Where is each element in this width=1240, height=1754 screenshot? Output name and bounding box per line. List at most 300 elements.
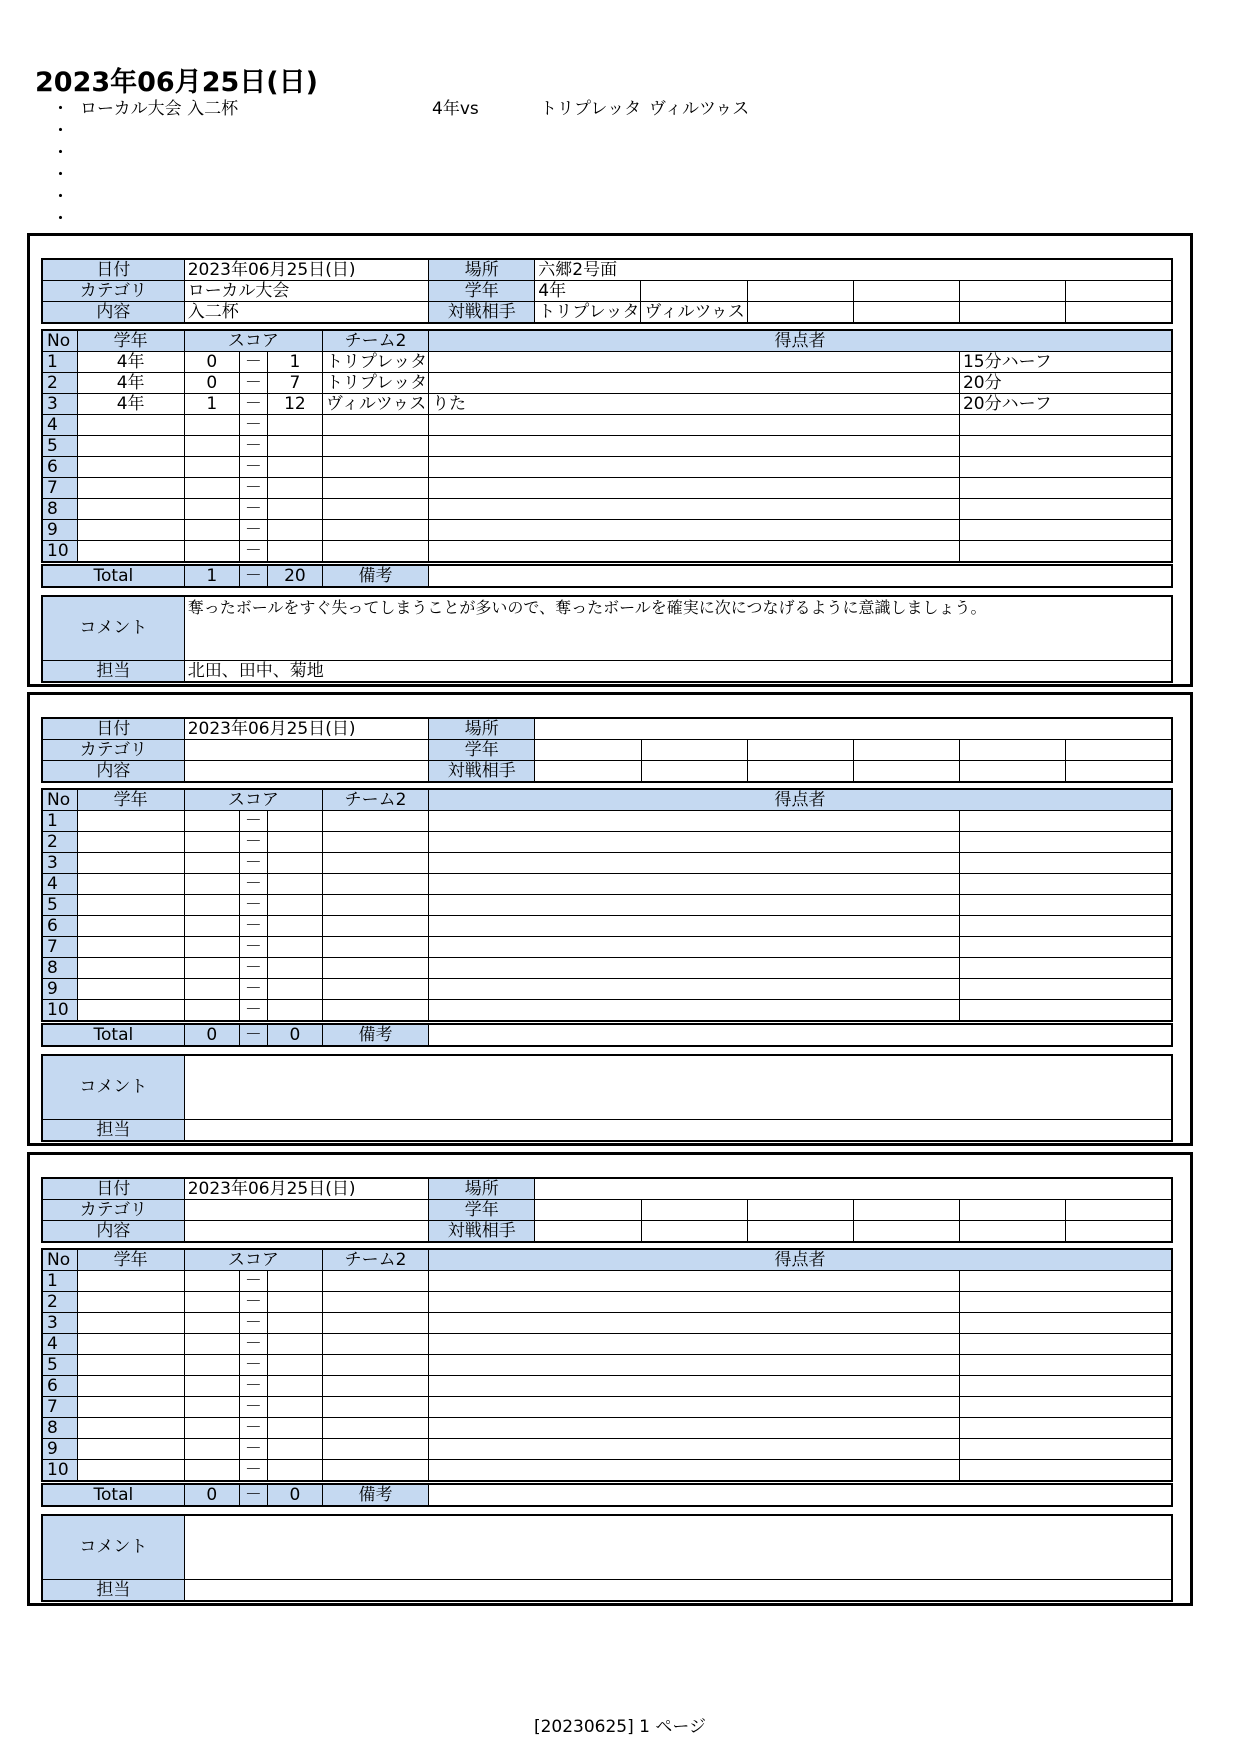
row-score-opp: [267, 811, 322, 832]
content-label: 内容: [42, 302, 184, 324]
row-scorer: [429, 1376, 960, 1397]
row-scorer: [429, 1439, 960, 1460]
opponent-label: 対戦相手: [429, 761, 535, 783]
row-number: 6: [42, 457, 77, 478]
opponent-cell: [853, 761, 959, 783]
row-number: 5: [42, 436, 77, 457]
place-value: [535, 718, 1172, 740]
row-team2: ヴィルツゥス: [322, 394, 428, 415]
row-team2: [322, 1271, 428, 1292]
row-grade: [77, 1313, 184, 1334]
opponent-cell: [960, 1221, 1066, 1243]
row-score-own: [184, 1439, 239, 1460]
score-header: スコア: [184, 789, 322, 811]
table-row: [42, 853, 1172, 874]
row-team2: [322, 874, 428, 895]
grade-cell: [853, 281, 959, 302]
row-note: [959, 415, 1172, 436]
row-grade: [77, 1397, 184, 1418]
category-label: カテゴリ: [42, 281, 184, 302]
row-note: [959, 811, 1172, 832]
total-opp: 0: [267, 1024, 322, 1046]
row-score-dash: －: [239, 1292, 267, 1313]
grade-cell: [853, 1200, 959, 1221]
row-grade: [77, 1000, 184, 1022]
row-note: [959, 937, 1172, 958]
row-grade: [77, 457, 184, 478]
total-opp: 0: [267, 1484, 322, 1506]
total-own: 1: [184, 565, 239, 587]
table-row: [42, 373, 1172, 394]
row-scorer: りた: [429, 394, 960, 415]
row-note: [959, 916, 1172, 937]
row-score-own: [184, 895, 239, 916]
table-row: [42, 436, 1172, 457]
row-number: 1: [42, 1271, 77, 1292]
table-row: [42, 895, 1172, 916]
category-value: ローカル大会: [184, 281, 428, 302]
row-team2: [322, 1460, 428, 1482]
row-score-opp: [267, 1271, 322, 1292]
date-value: 2023年06月25日(日): [184, 718, 428, 740]
opponent-cell: [747, 1221, 853, 1243]
row-note: [959, 853, 1172, 874]
grade-cell: [747, 281, 853, 302]
table-row: [42, 811, 1172, 832]
row-score-own: [184, 1460, 239, 1482]
row-score-dash: －: [239, 1334, 267, 1355]
row-score-opp: [267, 541, 322, 563]
row-score-opp: [267, 874, 322, 895]
row-score-opp: [267, 1376, 322, 1397]
row-grade: [77, 436, 184, 457]
row-team2: [322, 958, 428, 979]
row-score-own: [184, 457, 239, 478]
row-score-own: [184, 415, 239, 436]
row-number: 9: [42, 1439, 77, 1460]
table-row: [42, 1397, 1172, 1418]
row-team2: [322, 937, 428, 958]
row-scorer: [429, 478, 960, 499]
row-note: [959, 1000, 1172, 1022]
table-row: [42, 1000, 1172, 1022]
row-note: [959, 895, 1172, 916]
row-number: 8: [42, 499, 77, 520]
row-scorer: [429, 937, 960, 958]
row-score-own: [184, 478, 239, 499]
table-row: [42, 832, 1172, 853]
row-score-dash: －: [239, 1397, 267, 1418]
person-label: 担当: [42, 660, 184, 682]
place-value: 六郷2号面: [535, 259, 1172, 281]
bullet-dot: ・: [52, 187, 69, 207]
grade-cell: [641, 281, 747, 302]
grade-label: 学年: [429, 740, 535, 761]
row-score-own: [184, 1313, 239, 1334]
row-score-own: [184, 499, 239, 520]
total-opp: 20: [267, 565, 322, 587]
opponent-label: 対戦相手: [429, 302, 535, 324]
row-note: [959, 436, 1172, 457]
grade-cell: 4年: [535, 281, 641, 302]
row-score-opp: [267, 1460, 322, 1482]
row-score-own: [184, 1292, 239, 1313]
row-number: 8: [42, 1418, 77, 1439]
info-table: [41, 717, 1173, 783]
row-number: 9: [42, 520, 77, 541]
row-score-own: [184, 1334, 239, 1355]
row-score-opp: [267, 520, 322, 541]
place-label: 場所: [429, 259, 535, 281]
row-number: 7: [42, 1397, 77, 1418]
bullet-dot: ・: [52, 143, 69, 163]
remarks-label: 備考: [322, 1484, 428, 1506]
date-value: 2023年06月25日(日): [184, 1178, 428, 1200]
scorer-header: 得点者: [429, 1249, 1172, 1271]
bullet-t1: ローカル大会 入二杯: [80, 99, 239, 119]
row-score-opp: [267, 895, 322, 916]
row-score-opp: [267, 958, 322, 979]
row-score-dash: －: [239, 874, 267, 895]
grade-cell: [747, 1200, 853, 1221]
row-grade: [77, 1271, 184, 1292]
row-note: [959, 1313, 1172, 1334]
grade-cell: [747, 740, 853, 761]
person-value: [184, 1119, 1172, 1141]
row-score-dash: －: [239, 541, 267, 563]
row-team2: [322, 916, 428, 937]
row-team2: [322, 811, 428, 832]
opponent-cell: ヴィルツゥス: [641, 302, 747, 324]
row-score-opp: [267, 832, 322, 853]
team2-header: チーム2: [322, 789, 428, 811]
row-score-dash: －: [239, 958, 267, 979]
row-scorer: [429, 499, 960, 520]
row-scorer: [429, 1313, 960, 1334]
row-note: [959, 958, 1172, 979]
opponent-cell: [1066, 1221, 1172, 1243]
place-value: [535, 1178, 1172, 1200]
row-score-dash: －: [239, 937, 267, 958]
row-score-own: 1: [184, 394, 239, 415]
row-score-opp: [267, 457, 322, 478]
row-scorer: [429, 874, 960, 895]
row-score-opp: [267, 1000, 322, 1022]
grade-cell: [960, 740, 1066, 761]
date-label: 日付: [42, 1178, 184, 1200]
row-scorer: [429, 457, 960, 478]
row-number: 10: [42, 541, 77, 563]
table-row: [42, 1376, 1172, 1397]
row-grade: [77, 1334, 184, 1355]
row-score-dash: －: [239, 1439, 267, 1460]
row-score-dash: －: [239, 520, 267, 541]
row-scorer: [429, 373, 960, 394]
row-scorer: [429, 1271, 960, 1292]
row-score-opp: [267, 415, 322, 436]
row-score-dash: －: [239, 1418, 267, 1439]
scorer-header: 得点者: [429, 330, 1172, 352]
row-number: 7: [42, 478, 77, 499]
row-note: [959, 499, 1172, 520]
row-number: 4: [42, 874, 77, 895]
row-number: 10: [42, 1000, 77, 1022]
row-number: 7: [42, 937, 77, 958]
opponent-cell: [747, 302, 853, 324]
bullet-dot: ・: [52, 209, 69, 229]
bullet-t2: 4年vs: [432, 99, 479, 119]
row-score-dash: －: [239, 1376, 267, 1397]
opponent-label: 対戦相手: [429, 1221, 535, 1243]
comment-label: コメント: [42, 596, 184, 660]
row-scorer: [429, 1000, 960, 1022]
row-score-dash: －: [239, 394, 267, 415]
row-grade: 4年: [77, 373, 184, 394]
date-value: 2023年06月25日(日): [184, 259, 428, 281]
score-table: [41, 329, 1173, 563]
row-scorer: [429, 895, 960, 916]
row-score-own: [184, 1376, 239, 1397]
row-note: [959, 979, 1172, 1000]
comment-label: コメント: [42, 1515, 184, 1579]
row-grade: 4年: [77, 352, 184, 373]
category-label: カテゴリ: [42, 740, 184, 761]
row-score-own: [184, 916, 239, 937]
row-score-own: [184, 874, 239, 895]
grade-cell: [1066, 740, 1172, 761]
row-team2: [322, 1376, 428, 1397]
row-scorer: [429, 811, 960, 832]
row-scorer: [429, 1418, 960, 1439]
person-value: 北田、田中、菊地: [184, 660, 1172, 682]
table-row: [42, 1460, 1172, 1482]
row-note: 15分ハーフ: [959, 352, 1172, 373]
remarks-label: 備考: [322, 565, 428, 587]
row-team2: [322, 457, 428, 478]
row-number: 2: [42, 832, 77, 853]
table-row: [42, 352, 1172, 373]
bullet-dot: ・: [52, 99, 69, 119]
row-score-opp: [267, 1313, 322, 1334]
remarks-label: 備考: [322, 1024, 428, 1046]
row-note: [959, 1397, 1172, 1418]
row-grade: [77, 853, 184, 874]
opponent-cell: [535, 761, 641, 783]
table-row: [42, 478, 1172, 499]
row-score-opp: 1: [267, 352, 322, 373]
total-label: Total: [42, 565, 184, 587]
row-number: 3: [42, 394, 77, 415]
row-score-opp: 12: [267, 394, 322, 415]
place-label: 場所: [429, 1178, 535, 1200]
row-score-dash: －: [239, 1313, 267, 1334]
score-table: [41, 1248, 1173, 1482]
row-note: 20分ハーフ: [959, 394, 1172, 415]
row-grade: [77, 1439, 184, 1460]
no-header: No: [42, 330, 77, 352]
row-score-dash: －: [239, 499, 267, 520]
no-header: No: [42, 789, 77, 811]
scorer-header: 得点者: [429, 789, 1172, 811]
row-score-opp: [267, 1418, 322, 1439]
row-scorer: [429, 415, 960, 436]
row-score-dash: －: [239, 1355, 267, 1376]
row-score-own: [184, 832, 239, 853]
row-grade: [77, 874, 184, 895]
row-scorer: [429, 853, 960, 874]
grade-cell: [1066, 1200, 1172, 1221]
row-team2: [322, 478, 428, 499]
category-value: [184, 1200, 428, 1221]
row-score-dash: －: [239, 478, 267, 499]
row-team2: [322, 499, 428, 520]
row-number: 5: [42, 1355, 77, 1376]
record-block: [27, 692, 1193, 1146]
content-value: [184, 761, 428, 783]
row-score-own: 0: [184, 373, 239, 394]
row-score-own: [184, 853, 239, 874]
score-table: [41, 788, 1173, 1022]
row-scorer: [429, 958, 960, 979]
opponent-cell: トリプレッタ: [535, 302, 641, 324]
row-scorer: [429, 832, 960, 853]
row-scorer: [429, 1292, 960, 1313]
table-row: [42, 958, 1172, 979]
row-scorer: [429, 979, 960, 1000]
row-grade: [77, 499, 184, 520]
row-grade: [77, 541, 184, 563]
row-number: 5: [42, 895, 77, 916]
category-value: [184, 740, 428, 761]
row-score-dash: －: [239, 415, 267, 436]
person-label: 担当: [42, 1119, 184, 1141]
row-number: 2: [42, 373, 77, 394]
table-row: [42, 979, 1172, 1000]
row-number: 8: [42, 958, 77, 979]
row-team2: [322, 832, 428, 853]
total-label: Total: [42, 1024, 184, 1046]
person-label: 担当: [42, 1579, 184, 1601]
opponent-cell: [641, 1221, 747, 1243]
row-score-dash: －: [239, 895, 267, 916]
opponent-cell: [747, 761, 853, 783]
page-footer: [20230625] 1 ページ: [533, 1717, 707, 1737]
total-table: [41, 1023, 1173, 1047]
info-table: [41, 1177, 1173, 1243]
row-note: [959, 1376, 1172, 1397]
row-team2: [322, 1334, 428, 1355]
row-grade: [77, 520, 184, 541]
row-score-own: [184, 937, 239, 958]
comment-value: 奪ったボールをすぐ失ってしまうことが多いので、奪ったボールを確実に次につなげるように意識しましょう。: [184, 596, 1172, 660]
category-label: カテゴリ: [42, 1200, 184, 1221]
row-note: [959, 832, 1172, 853]
total-dash: －: [239, 1484, 267, 1506]
total-table: [41, 564, 1173, 588]
row-grade: [77, 1292, 184, 1313]
row-grade: [77, 916, 184, 937]
row-score-opp: [267, 937, 322, 958]
table-row: [42, 541, 1172, 563]
grade-cell: [960, 1200, 1066, 1221]
row-grade: [77, 1418, 184, 1439]
info-table: [41, 258, 1173, 324]
row-scorer: [429, 1334, 960, 1355]
table-row: [42, 874, 1172, 895]
row-score-opp: [267, 478, 322, 499]
comment-table: [41, 1514, 1173, 1602]
row-team2: [322, 979, 428, 1000]
row-number: 2: [42, 1292, 77, 1313]
grade-label: 学年: [429, 281, 535, 302]
comment-table: [41, 595, 1173, 683]
row-grade: [77, 958, 184, 979]
row-scorer: [429, 541, 960, 563]
grade-header: 学年: [77, 1249, 184, 1271]
row-scorer: [429, 916, 960, 937]
row-note: [959, 1334, 1172, 1355]
row-score-own: [184, 979, 239, 1000]
row-score-opp: [267, 853, 322, 874]
row-note: [959, 1355, 1172, 1376]
row-score-own: 0: [184, 352, 239, 373]
comment-label: コメント: [42, 1055, 184, 1119]
row-note: [959, 1460, 1172, 1482]
table-row: [42, 415, 1172, 436]
row-score-dash: －: [239, 1460, 267, 1482]
row-note: [959, 1292, 1172, 1313]
row-score-opp: [267, 1334, 322, 1355]
total-dash: －: [239, 565, 267, 587]
row-score-opp: [267, 499, 322, 520]
person-value: [184, 1579, 1172, 1601]
score-header: スコア: [184, 1249, 322, 1271]
row-team2: [322, 1000, 428, 1022]
row-team2: [322, 1439, 428, 1460]
table-row: [42, 1313, 1172, 1334]
row-team2: [322, 1355, 428, 1376]
row-score-opp: [267, 1292, 322, 1313]
row-score-dash: －: [239, 853, 267, 874]
grade-cell: [641, 740, 747, 761]
row-score-opp: [267, 436, 322, 457]
place-label: 場所: [429, 718, 535, 740]
opponent-cell: [641, 761, 747, 783]
row-grade: [77, 832, 184, 853]
table-row: [42, 1271, 1172, 1292]
row-score-own: [184, 520, 239, 541]
grade-cell: [959, 281, 1065, 302]
row-score-opp: [267, 1397, 322, 1418]
row-number: 4: [42, 415, 77, 436]
row-grade: [77, 415, 184, 436]
table-row: [42, 916, 1172, 937]
row-scorer: [429, 1460, 960, 1482]
row-note: [959, 1439, 1172, 1460]
row-score-dash: －: [239, 1000, 267, 1022]
table-row: [42, 1418, 1172, 1439]
table-row: [42, 457, 1172, 478]
row-team2: [322, 895, 428, 916]
content-value: 入二杯: [184, 302, 428, 324]
row-score-dash: －: [239, 373, 267, 394]
row-number: 9: [42, 979, 77, 1000]
opponent-cell: [1066, 761, 1172, 783]
opponent-cell: [853, 302, 959, 324]
row-number: 4: [42, 1334, 77, 1355]
bullet-t4: ヴィルツゥス: [649, 99, 750, 119]
row-grade: [77, 979, 184, 1000]
